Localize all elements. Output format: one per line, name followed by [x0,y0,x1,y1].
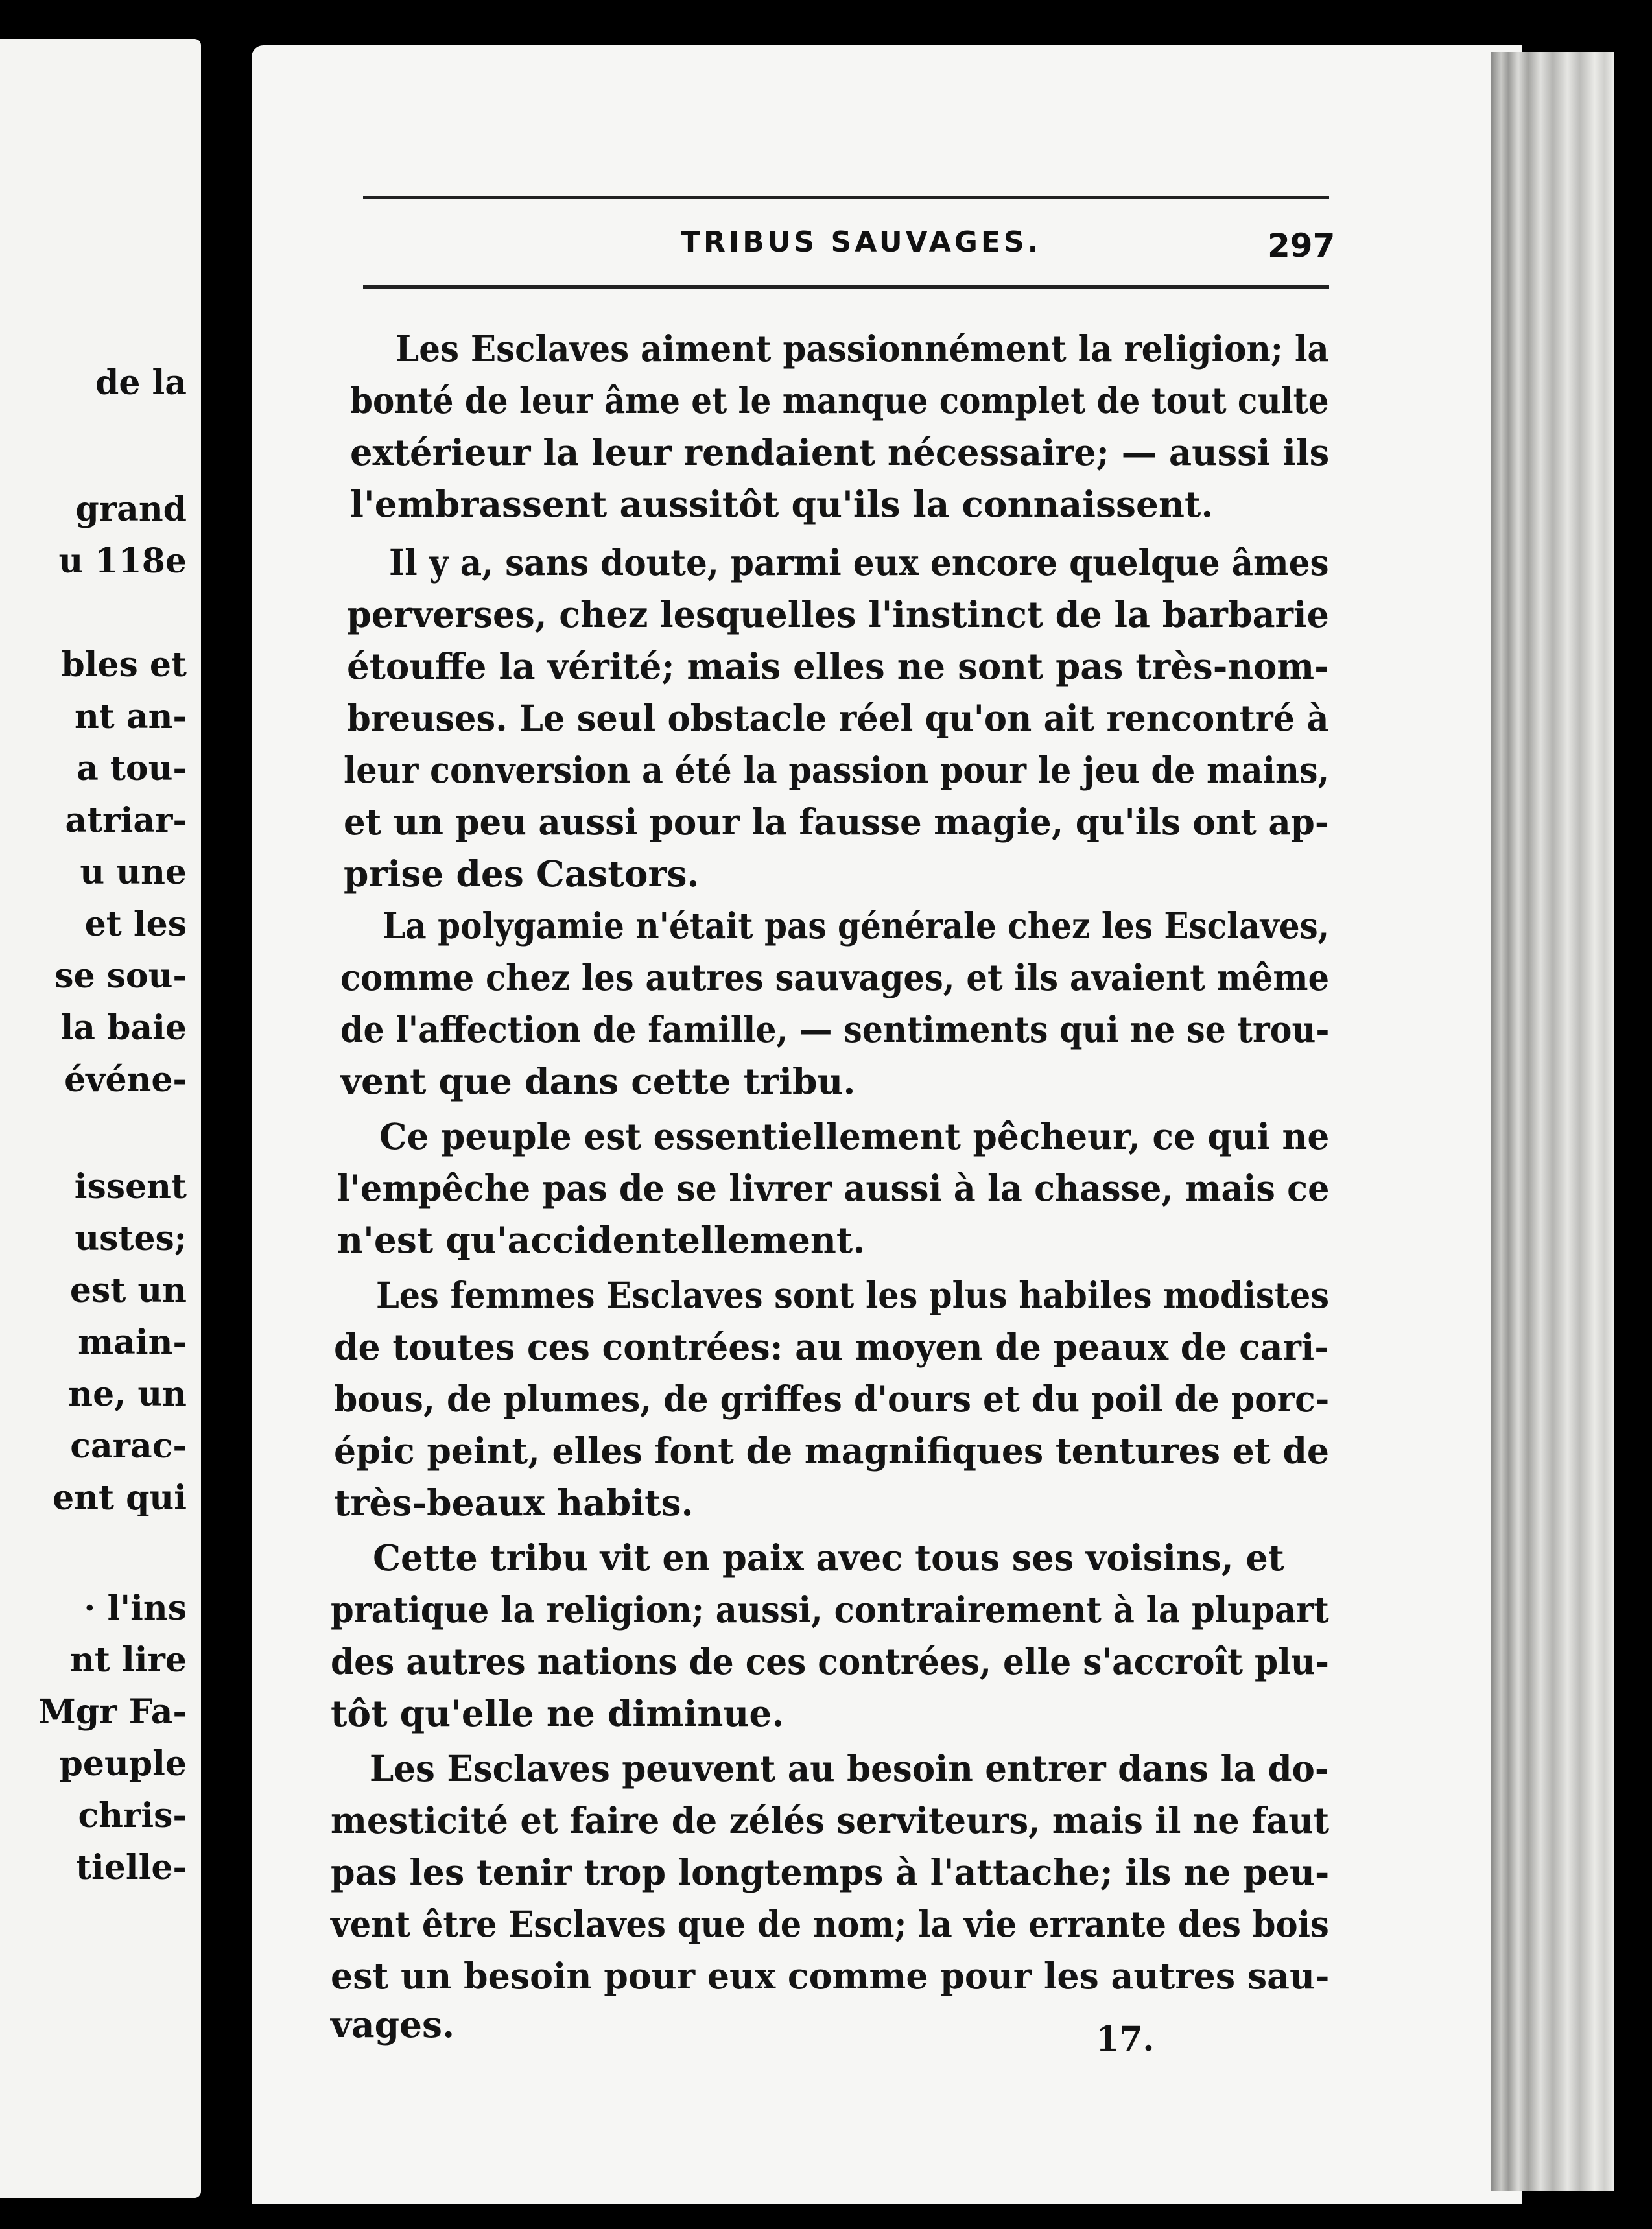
left-page-line: tielle- [75,1848,187,1887]
body-line: épic peint, elles font de magnifiques tentures et de [334,1430,1329,1472]
left-page-line: u une [80,853,187,892]
body-line: extérieur la leur rendaient nécessaire; — aussi ils [350,431,1330,473]
left-page-line: a tou- [77,749,187,788]
left-page-line: carac- [70,1426,187,1466]
left-page-line: main- [78,1323,187,1362]
body-line: Ce peuple est essentiellement pêcheur, ce qui ne [379,1115,1330,1157]
body-line: vent que dans cette tribu. [340,1060,856,1102]
body-line: comme chez les autres sauvages, et ils avaient même [340,956,1330,998]
header-rule-top [363,196,1329,199]
body-line: et un peu aussi pour la fausse magie, qu'ils ont ap- [344,801,1329,843]
previous-page-fragment [0,39,201,2198]
body-line: l'empêche pas de se livrer aussi à la chasse, mais ce [337,1167,1330,1209]
body-line: tôt qu'elle ne diminue. [331,1692,785,1734]
left-page-line: est un [69,1271,187,1310]
left-page-line: ent qui [53,1478,187,1518]
body-line: pas les tenir trop longtemps à l'attache; ils ne peu- [331,1851,1330,1893]
body-line: de l'affection de famille, — sentiments qui ne se trou- [340,1008,1330,1050]
left-page-line: de la [95,363,187,403]
left-page-line: u 118e [58,541,187,581]
left-page-line: ustes; [75,1219,187,1258]
body-line: Cette tribu vit en paix avec tous ses voisins, et [373,1537,1284,1579]
left-page-line: événe- [64,1060,187,1100]
page-number: 297 [1268,227,1336,265]
body-line: mesticité et faire de zélés serviteurs, mais il ne faut [331,1799,1330,1841]
body-line: des autres nations de ces contrées, elle s'accroît plu- [331,1640,1329,1682]
left-page-line: peuple [59,1744,187,1784]
body-line: prise des Castors. [344,853,700,895]
body-line: perverses, chez lesquelles l'instinct de la barbarie [347,593,1329,635]
left-page-line: grand [75,489,187,529]
body-line: breuses. Le seul obstacle réel qu'on ait rencontré à [347,697,1329,739]
body-line: très-beaux habits. [334,1481,694,1524]
left-page-line: atriar- [65,801,187,840]
body-line: pratique la religion; aussi, contrairement à la plupart [331,1588,1329,1631]
left-page-line: la baie [60,1008,187,1048]
left-page-line: chris- [78,1796,187,1835]
page-edges [1491,52,1614,2191]
body-line: l'embrassent aussitôt qu'ils la connaissent. [350,483,1214,525]
body-line: La polygamie n'était pas générale chez les Esclaves, [383,904,1330,947]
left-page-line: bles et [61,645,187,685]
body-line: Les Esclaves peuvent au besoin entrer dans la do- [370,1747,1329,1789]
body-line: bonté de leur âme et le manque complet de tout culte [350,379,1329,421]
body-line: bous, de plumes, de griffes d'ours et du poil de porc- [334,1378,1330,1420]
signature-mark: 17. [1096,2020,1155,2059]
left-page-line: issent [74,1167,187,1207]
body-line: vent être Esclaves que de nom; la vie errante des bois [331,1903,1329,1945]
left-page-line: · l'ins [84,1588,187,1628]
header-rule-bottom [363,285,1329,289]
left-page-line: Mgr Fa- [38,1692,187,1732]
left-page-line: nt lire [70,1640,187,1680]
left-page-line: ne, un [68,1374,187,1414]
body-line: de toutes ces contrées: au moyen de peaux de cari- [334,1326,1329,1368]
left-page-line: se sou- [54,956,187,996]
body-line: Les femmes Esclaves sont les plus habiles modistes [376,1274,1330,1316]
running-header: TRIBUS SAUVAGES. [681,226,1042,259]
left-page-line: nt an- [74,697,187,737]
body-line: est un besoin pour eux comme pour les autres sau- [331,1955,1330,1997]
left-page-line: et les [84,904,187,944]
body-line: vages. [331,2003,455,2046]
body-line: Il y a, sans doute, parmi eux encore quelque âmes [389,541,1329,584]
body-line: n'est qu'accidentellement. [337,1219,866,1261]
body-line: Les Esclaves aiment passionnément la religion; la [395,327,1329,370]
body-line: étouffe la vérité; mais elles ne sont pas très-nom- [347,645,1329,687]
body-line: leur conversion a été la passion pour le jeu de mains, [344,749,1330,791]
